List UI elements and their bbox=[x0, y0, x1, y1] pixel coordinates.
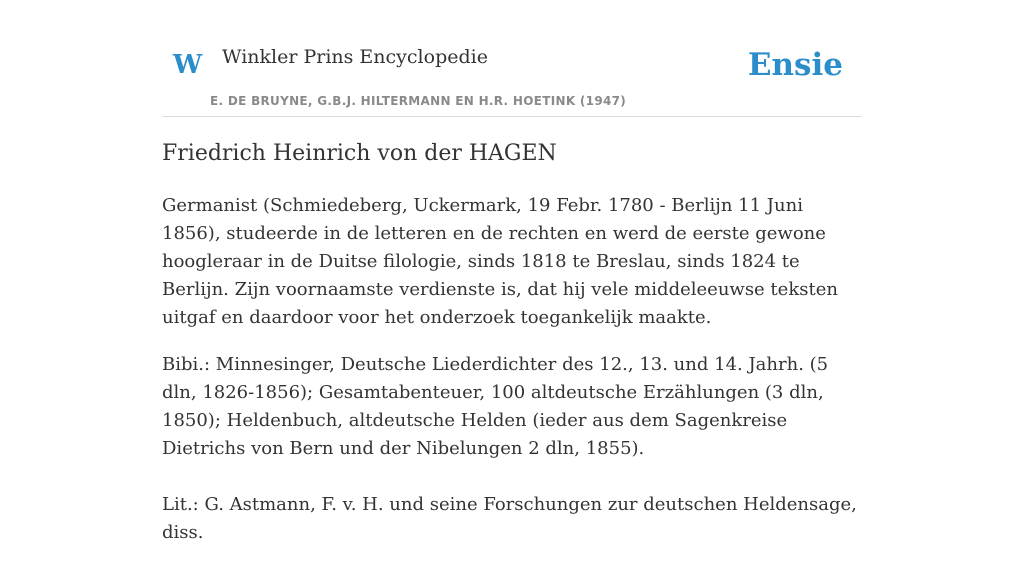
winkler-prins-logo-icon[interactable]: W bbox=[173, 50, 203, 80]
article-paragraph-description: Germanist (Schmiedeberg, Uckermark, 19 Febr. 1780 - Berlijn 11 Juni 1856), studeerde in de letteren en de rechten en werd de eerste gewone hoogleraar in de Duitse filologie, sinds 1818 te Breslau, sinds 1824 te Berlijn. Zijn voornaamste verdienste is, dat hij vele middeleeuwse teksten uitgaf en daardoor voor het onderzoek toegankelijk maakte. bbox=[162, 195, 838, 328]
article-paragraph-literature: Lit.: G. Astmann, F. v. H. und seine Forschungen zur deutschen Heldensage, diss. bbox=[162, 494, 857, 543]
site-header bbox=[162, 0, 862, 117]
site-title[interactable]: Winkler Prins Encyclopedie bbox=[222, 46, 488, 68]
article-paragraph-bibliography: Bibi.: Minnesinger, Deutsche Liederdichter des 12., 13. und 14. Jahrh. (5 dln, 1826-1856); Gesamtabenteuer, 100 altdeutsche Erzählungen (3 dln, 1850); Heldenbuch, altdeutsche Helden (ieder aus dem Sagenkreise Dietrichs von Bern und der Nibelungen 2 dln, 1855). bbox=[162, 354, 829, 459]
byline: E. DE BRUYNE, G.B.J. HILTERMANN EN H.R. HOETINK (1947) bbox=[210, 94, 627, 108]
article-body bbox=[162, 192, 862, 566]
ensie-brand-link[interactable]: Ensie bbox=[747, 47, 843, 83]
page bbox=[162, 0, 862, 543]
article-title: Friedrich Heinrich von der HAGEN bbox=[162, 141, 557, 166]
